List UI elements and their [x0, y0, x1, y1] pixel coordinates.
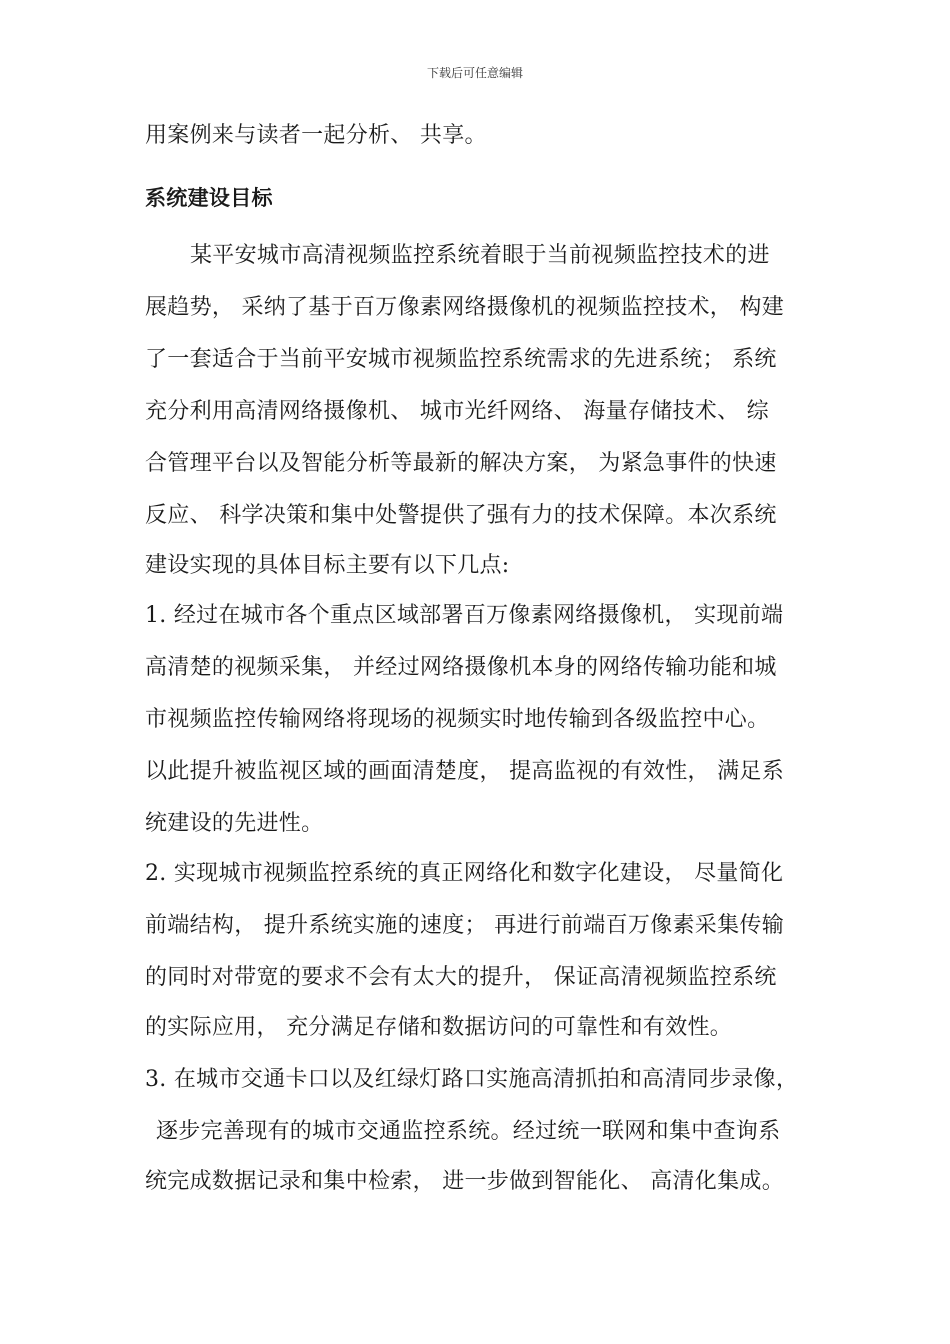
list-item-line: 1. 经过在城市各个重点区域部署百万像素网络摄像机， 实现前端: [145, 603, 784, 628]
list-item-line: 3. 在城市交通卡口以及红绿灯路口实施高清抓拍和高清同步录像，: [145, 1067, 799, 1092]
text-line: 用案例来与读者一起分析、 共享。: [145, 123, 487, 148]
paragraph-line: 反应、 科学决策和集中处警提供了强有力的技术保障。本次系统: [145, 503, 777, 528]
paragraph-line: 建设实现的具体目标主要有以下几点:: [145, 553, 510, 578]
paragraph-line: 合管理平台以及智能分析等最新的解决方案， 为紧急事件的快速: [145, 451, 777, 476]
page-header: 下载后可任意编辑: [426, 66, 523, 80]
paragraph-line: 了一套适合于当前平安城市视频监控系统需求的先进系统； 系统: [145, 347, 777, 372]
list-item-line: 的实际应用， 充分满足存储和数据访问的可靠性和有效性。: [145, 1015, 733, 1040]
list-item-line: 前端结构， 提升系统实施的速度； 再进行前端百万像素采集传输: [145, 913, 784, 938]
list-item-line: 统完成数据记录和集中检索， 进一步做到智能化、 高清化集成。: [145, 1169, 784, 1194]
list-item-line: 的同时对带宽的要求不会有太大的提升， 保证高清视频监控系统: [145, 965, 777, 990]
list-item-line: 市视频监控传输网络将现场的视频实时地传输到各级监控中心。: [145, 707, 770, 732]
paragraph-line: 某平安城市高清视频监控系统着眼于当前视频监控技术的进: [190, 243, 770, 268]
paragraph-line: 充分利用高清网络摄像机、 城市光纤网络、 海量存储技术、 综: [145, 399, 769, 424]
list-item-line: 统建设的先进性。: [145, 811, 324, 836]
list-item-line: 以此提升被监视区域的画面清楚度， 提高监视的有效性， 满足系: [145, 759, 784, 784]
paragraph-line: 展趋势， 采纳了基于百万像素网络摄像机的视频监控技术， 构建: [145, 295, 784, 320]
list-item-line: 高清楚的视频采集， 并经过网络摄像机本身的网络传输功能和城: [145, 655, 777, 680]
section-heading: 系统建设目标: [145, 186, 273, 210]
list-item-line: 2. 实现城市视频监控系统的真正网络化和数字化建设， 尽量简化: [145, 861, 784, 886]
list-item-line: 逐步完善现有的城市交通监控系统。经过统一联网和集中查询系: [156, 1119, 781, 1144]
